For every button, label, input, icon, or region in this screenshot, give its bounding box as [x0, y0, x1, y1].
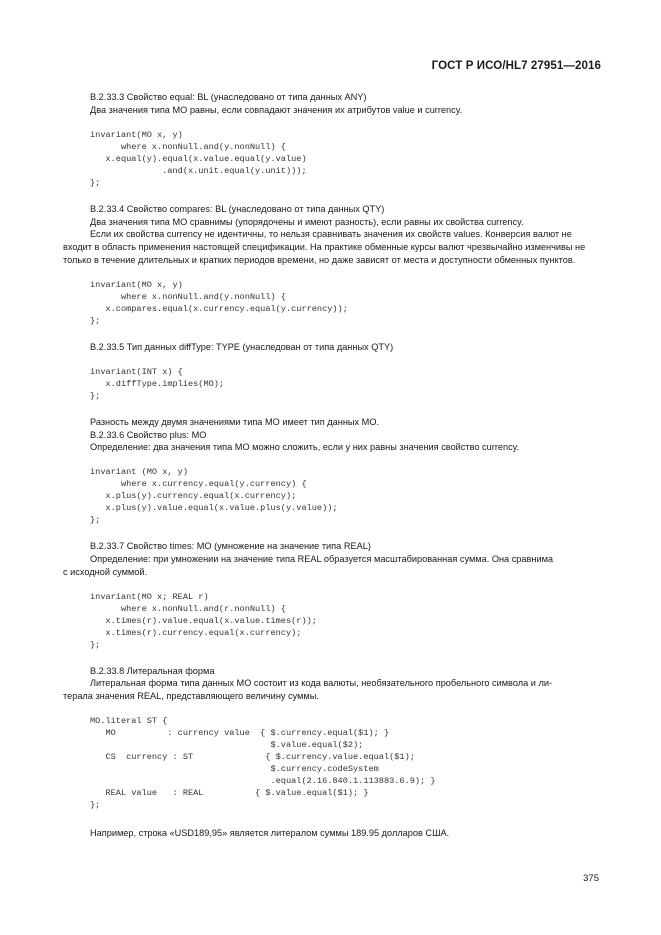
- paragraph: Литеральная форма типа данных MO состоит из кода валюты, необязательного пробельного символа и ли-: [90, 678, 553, 688]
- paragraph: только в течение длительных и кратких периодов времени, но даже зависят от места и доступности обменных пунктов.: [63, 255, 576, 265]
- paragraph: Два значения типа MO равны, если совпадают значения их атрибутов value и currency.: [90, 105, 463, 115]
- section-heading-equal: B.2.33.3 Свойство equal: BL (унаследовано от типа данных ANY): [90, 92, 367, 102]
- paragraph-example: Например, строка «USD189,95» является литералом суммы 189.95 долларов США.: [90, 828, 450, 838]
- section-heading-difftype: B.2.33.5 Тип данных diffType: TYPE (унаследован от типа данных QTY): [90, 342, 394, 352]
- section-heading-compares: B.2.33.4 Свойство compares: BL (унаследовано от типа данных QTY): [90, 204, 385, 214]
- code-block-equal: invariant(MO x, y) where x.nonNull.and(y.nonNull) { x.equal(y).equal(x.value.equal(y.value) .and(x.unit.equal(y.unit))); };: [90, 130, 307, 188]
- paragraph: с исходной суммой.: [63, 567, 148, 577]
- code-block-compares: invariant(MO x, y) where x.nonNull.and(y.nonNull) { x.compares.equal(x.currency.equal(y.currency)); };: [90, 280, 348, 326]
- paragraph: Разность между двумя значениями типа MO имеет тип данных MO.: [90, 417, 380, 427]
- section-heading-times: B.2.33.7 Свойство times: MO (умножение на значение типа REAL): [90, 541, 371, 551]
- code-block-difftype: invariant(INT x) { x.diffType.implies(MO); };: [90, 367, 225, 401]
- document-header: ГОСТ Р ИСО/HL7 27951—2016: [431, 60, 601, 72]
- paragraph: входит в область применения настоящей спецификации. На практике обменные курсы валют чрезвычайно изменчивы не: [63, 242, 586, 252]
- paragraph: терала значения REAL, представляющего величину суммы.: [63, 691, 319, 701]
- page-number: 375: [583, 873, 599, 884]
- paragraph: Определение: при умножении на значение типа REAL образуется масштабированная сумма. Она сравнима: [90, 554, 554, 564]
- code-block-times: invariant(MO x; REAL r) where x.nonNull.and(r.nonNull) { x.times(r).value.equal(x.value.times(r)); x.times(r).currency.equal(x.currency); };: [90, 592, 317, 650]
- code-block-plus: invariant (MO x, y) where x.currency.equal(y.currency) { x.plus(y).currency.equal(x.currency); x.plus(y).value.equal(x.value.plus(y.value)); };: [90, 467, 338, 525]
- paragraph: Если их свойства currency не идентичны, то нельзя сравнивать значения их свойств values. Конверсия валют не: [90, 229, 572, 239]
- section-heading-literal: B.2.33.8 Литеральная форма: [90, 666, 215, 676]
- paragraph: Два значения типа MO сравнимы (упорядочены и имеют разность), если равны их свойства currency.: [90, 217, 524, 227]
- paragraph: Определение: два значения типа MO можно сложить, если у них равны значения свойство currency.: [90, 442, 520, 452]
- section-heading-plus: B.2.33.6 Свойство plus: MO: [90, 430, 207, 440]
- code-block-literal: MO.literal ST { MO : currency value { $.currency.equal($1); } $.value.equal($2); CS currency : ST { $.currency.value.equal($1); $.currency.codeSystem .equal(2.16.840.1.113883.6.9); } REAL value : REAL { $.value.equal($1); } };: [90, 716, 436, 810]
